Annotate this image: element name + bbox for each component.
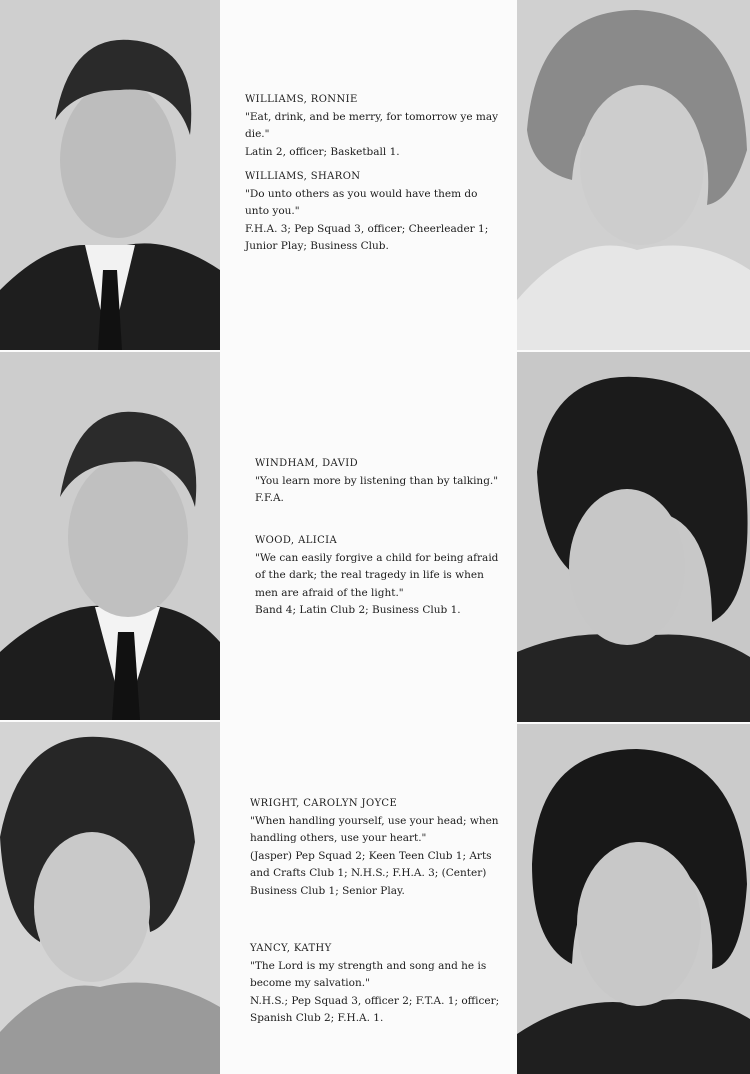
portrait-photo-yancy-kathy: [517, 724, 750, 1074]
student-activities: F.F.A.: [255, 492, 284, 504]
student-activities: F.H.A. 3; Pep Squad 3, officer; Cheerleader 1; Junior Play; Business Club.: [245, 222, 489, 252]
student-quote: "When handling yourself, use your head; when handling others, use your heart.": [250, 814, 499, 844]
student-name: YANCY, KATHY: [250, 943, 332, 954]
student-activities: N.H.S.; Pep Squad 3, officer 2; F.T.A. 1; officer; Spanish Club 2; F.H.A. 1.: [250, 994, 500, 1024]
student-name: WRIGHT, CAROLYN JOYCE: [250, 798, 398, 809]
student-activities: Latin 2, officer; Basketball 1.: [245, 145, 400, 158]
student-quote: "The Lord is my strength and song and he is become my salvation.": [250, 959, 487, 989]
student-activities: (Jasper) Pep Squad 2; Keen Teen Club 1; Arts and Crafts Club 1; N.H.S.; F.H.A. 3; (Center) Business Club 1; Senior Play.: [250, 849, 492, 897]
portrait-photo-williams-ronnie: [0, 0, 220, 350]
portrait-photo-windham-david: [0, 352, 220, 720]
student-quote: "Eat, drink, and be merry, for tomorrow ye may die.": [245, 110, 499, 140]
portrait-photo-wood-alicia: [517, 352, 750, 722]
student-quote: "We can easily forgive a child for being afraid of the dark; the real tragedy in life is when men are afraid of the light.": [255, 551, 499, 599]
student-entry-williams-sharon: [245, 168, 500, 256]
student-entry-yancy-kathy: [250, 940, 505, 1028]
student-name: WINDHAM, DAVID: [255, 458, 359, 469]
portrait-photo-wright-carolyn: [0, 722, 220, 1074]
student-entry-wright-carolyn: [250, 795, 505, 900]
student-name: WOOD, ALICIA: [255, 535, 338, 546]
student-entry-wood-alicia: [255, 532, 505, 620]
student-quote: "Do unto others as you would have them do unto you.": [245, 187, 478, 217]
student-quote: "You learn more by listening than by talking.": [255, 474, 499, 487]
student-name: WILLIAMS, RONNIE: [245, 94, 358, 105]
student-entry-windham-david: [255, 455, 505, 508]
portrait-photo-williams-sharon: [517, 0, 750, 350]
student-name: WILLIAMS, SHARON: [245, 171, 361, 182]
student-activities: Band 4; Latin Club 2; Business Club 1.: [255, 604, 461, 616]
student-entry-williams-ronnie: [245, 91, 500, 161]
